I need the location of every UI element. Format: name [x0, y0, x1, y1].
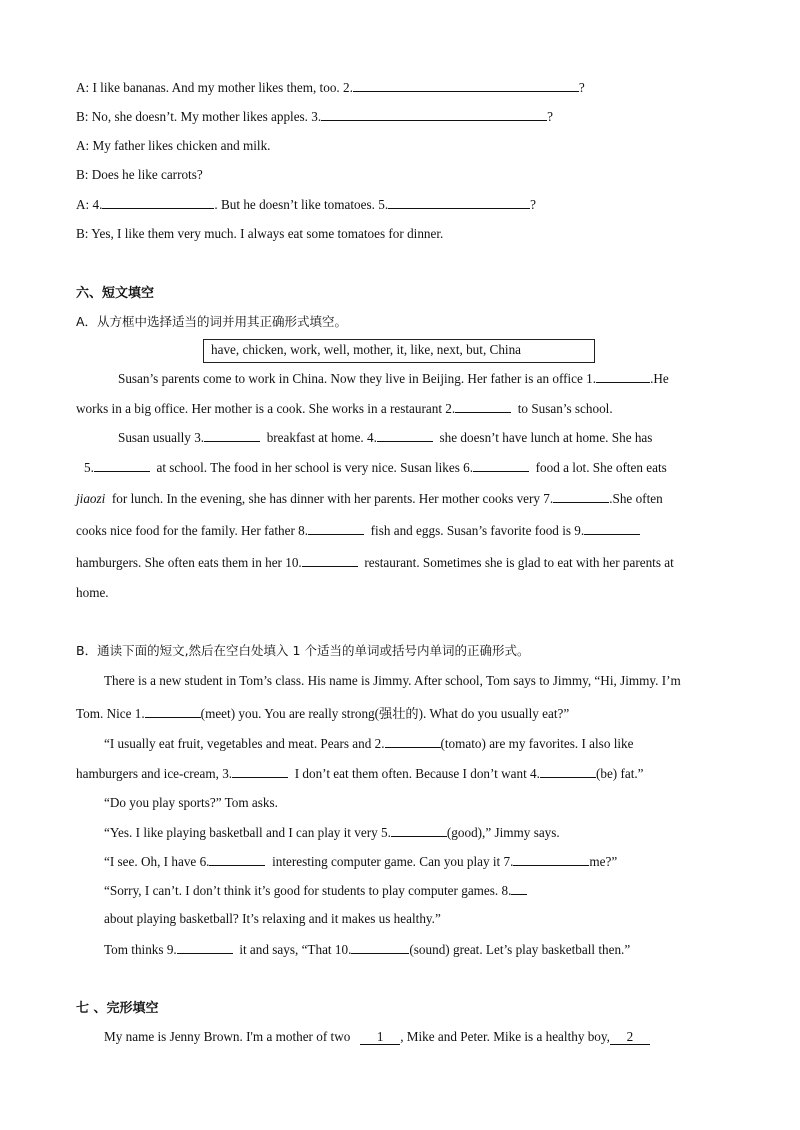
- passage-text: jiaozi: [76, 491, 106, 506]
- passage-b-line: There is a new student in Tom’s class. His name is Jimmy. After school, Tom says to Jimmy, “Hi, Jimmy. I’m: [104, 673, 681, 688]
- passage-a-line: [118, 428, 740, 447]
- passage-text: 5.: [84, 460, 94, 475]
- passage-text: .He: [650, 371, 669, 386]
- passage-text: “Yes. I like playing basketball and I can play it very 5.: [104, 825, 391, 840]
- cloze-line: [104, 1028, 740, 1046]
- passage-b-line: [76, 704, 740, 723]
- answer-blank[interactable]: [302, 553, 358, 567]
- passage-a-line: home.: [76, 585, 109, 600]
- passage-text: (be) fat.”: [595, 766, 644, 781]
- instruction-b: B．通读下面的短文,然后在空白处填入 1 个适当的单词或括号内单词的正确形式。: [76, 643, 530, 658]
- answer-blank[interactable]: [455, 399, 511, 413]
- answer-blank[interactable]: [511, 881, 527, 895]
- passage-text: “I usually eat fruit, vegetables and meat. Pears and 2.: [104, 736, 385, 751]
- passage-b-line: [104, 940, 740, 959]
- passage-text: works in a big office. Her mother is a cook. She works in a restaurant 2.: [76, 401, 456, 416]
- passage-b-line: [104, 881, 740, 900]
- passage-text: breakfast at home. 4.: [266, 430, 377, 445]
- cloze-blank[interactable]: 2: [610, 1030, 650, 1045]
- passage-text: restaurant. Sometimes she is glad to eat with her parents at: [364, 555, 674, 570]
- answer-blank[interactable]: [385, 734, 441, 748]
- section-title: 七 、完形填空: [76, 1001, 159, 1016]
- dialogue-line: A: My father likes chicken and milk.: [76, 138, 271, 153]
- section-title: 六、短文填空: [76, 286, 155, 301]
- passage-text: interesting computer game. Can you play it 7.: [272, 854, 514, 869]
- passage-b-line: [76, 764, 740, 783]
- answer-blank[interactable]: [204, 428, 260, 442]
- passage-text: fish and eggs. Susan’s favorite food is 9.: [370, 523, 585, 538]
- passage-b-line: [104, 823, 740, 842]
- dialogue-text: A: I like bananas. And my mother likes them, too. 2.: [76, 80, 353, 95]
- answer-blank[interactable]: [232, 764, 288, 778]
- passage-text: , Mike and Peter. Mike is a healthy boy,: [400, 1029, 610, 1044]
- passage-text: (meet) you. You are really strong(强壮的). What do you usually eat?”: [200, 706, 570, 721]
- answer-blank[interactable]: [308, 521, 364, 535]
- answer-blank[interactable]: [553, 489, 609, 503]
- passage-b-line: [104, 852, 740, 871]
- passage-text: “Sorry, I can’t. I don’t think it’s good for students to play computer games. 8.: [104, 883, 512, 898]
- answer-blank[interactable]: [353, 78, 579, 92]
- dialogue-text: B: No, she doesn’t. My mother likes apples. 3.: [76, 109, 322, 124]
- passage-a-line: [76, 489, 740, 508]
- answer-blank[interactable]: [540, 764, 596, 778]
- dialogue-line: [76, 195, 740, 214]
- answer-blank[interactable]: [321, 107, 547, 121]
- answer-blank[interactable]: [391, 823, 447, 837]
- passage-text: me?”: [589, 854, 618, 869]
- passage-b-line: about playing basketball? It’s relaxing and it makes us healthy.”: [104, 911, 441, 926]
- passage-text: (tomato) are my favorites. I also like: [440, 736, 634, 751]
- passage-text: (sound) great. Let’s play basketball then.”: [409, 942, 631, 957]
- passage-a-line: [76, 553, 740, 572]
- passage-text: it and says, “That 10.: [239, 942, 352, 957]
- answer-blank[interactable]: [351, 940, 409, 954]
- answer-blank[interactable]: [596, 369, 650, 383]
- dialogue-line: B: Does he like carrots?: [76, 167, 203, 182]
- passage-text: Tom thinks 9.: [104, 942, 177, 957]
- answer-blank[interactable]: [102, 195, 214, 209]
- answer-blank[interactable]: [584, 521, 640, 535]
- answer-blank[interactable]: [377, 428, 433, 442]
- dialogue-line: [76, 107, 740, 126]
- passage-a-line: [76, 521, 740, 540]
- dialogue-text: A: 4.: [76, 197, 103, 212]
- passage-b-line: “Do you play sports?” Tom asks.: [104, 795, 278, 810]
- instruction-a: A．从方框中选择适当的词并用其正确形式填空。: [76, 314, 348, 329]
- passage-a-line: [84, 458, 740, 477]
- passage-text: to Susan’s school.: [517, 401, 613, 416]
- dialogue-text: ?: [530, 197, 536, 212]
- passage-text: at school. The food in her school is very nice. Susan likes 6.: [156, 460, 474, 475]
- passage-text: “I see. Oh, I have 6.: [104, 854, 210, 869]
- answer-blank[interactable]: [513, 852, 589, 866]
- passage-text: she doesn’t have lunch at home. She has: [439, 430, 653, 445]
- cloze-blank[interactable]: 1: [360, 1030, 400, 1045]
- passage-b-line: [104, 734, 740, 753]
- passage-text: .She often: [609, 491, 663, 506]
- passage-text: Tom. Nice 1.: [76, 706, 145, 721]
- answer-blank[interactable]: [388, 195, 530, 209]
- passage-a-line: [118, 369, 740, 388]
- passage-text: (good),” Jimmy says.: [446, 825, 560, 840]
- word-box-text: have, chicken, work, well, mother, it, like, next, but, China: [211, 342, 522, 357]
- dialogue-line: B: Yes, I like them very much. I always eat some tomatoes for dinner.: [76, 226, 444, 241]
- dialogue-text: ?: [578, 80, 585, 95]
- word-box: [203, 339, 595, 363]
- passage-text: My name is Jenny Brown. I'm a mother of two: [104, 1029, 351, 1044]
- passage-text: Susan usually 3.: [118, 430, 205, 445]
- answer-blank[interactable]: [209, 852, 265, 866]
- dialogue-text: . But he doesn’t like tomatoes. 5.: [214, 197, 389, 212]
- answer-blank[interactable]: [145, 704, 201, 718]
- answer-blank[interactable]: [177, 940, 233, 954]
- passage-text: I don’t eat them often. Because I don’t want 4.: [294, 766, 540, 781]
- passage-text: hamburgers and ice-cream, 3.: [76, 766, 233, 781]
- dialogue-text: ?: [547, 109, 554, 124]
- passage-text: hamburgers. She often eats them in her 10.: [76, 555, 302, 570]
- passage-text: food a lot. She often eats: [535, 460, 667, 475]
- answer-blank[interactable]: [473, 458, 529, 472]
- dialogue-line: [76, 78, 740, 97]
- answer-blank[interactable]: [94, 458, 150, 472]
- passage-a-line: [76, 399, 740, 418]
- passage-text: Susan’s parents come to work in China. Now they live in Beijing. Her father is an office 1.: [118, 371, 597, 386]
- passage-text: for lunch. In the evening, she has dinner with her parents. Her mother cooks very 7.: [111, 491, 554, 506]
- passage-text: cooks nice food for the family. Her father 8.: [76, 523, 309, 538]
